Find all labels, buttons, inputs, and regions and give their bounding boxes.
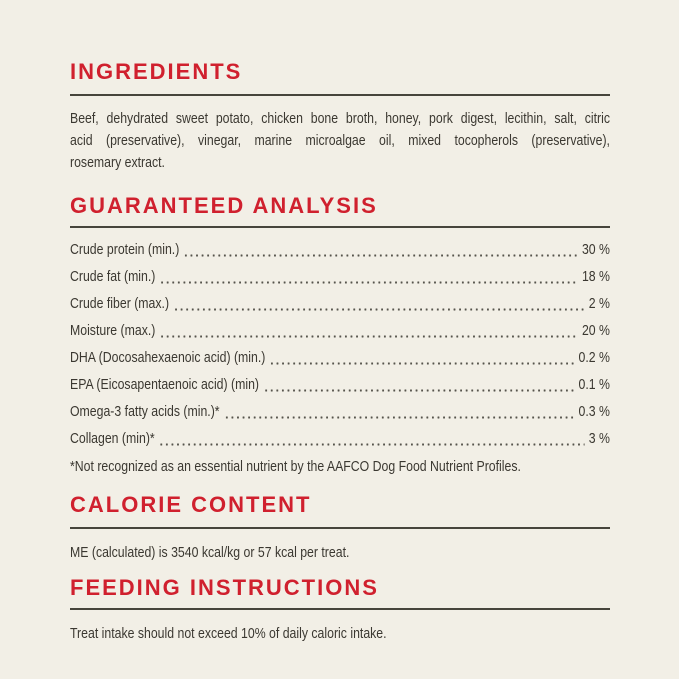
dot-leader bbox=[269, 362, 574, 365]
feeding-instructions-text: Treat intake should not exceed 10% of daily caloric intake. bbox=[70, 625, 387, 642]
ingredients-line: Beef, dehydrated sweet potato, chicken bone broth, honey, pork digest, lecithin, salt, citric bbox=[70, 110, 610, 127]
row-value: 30 % bbox=[581, 241, 610, 258]
row-label: Crude protein (min.) bbox=[70, 241, 180, 258]
label-content bbox=[70, 0, 610, 645]
ingredients-divider bbox=[70, 94, 610, 96]
row-label: Crude fiber (max.) bbox=[70, 295, 170, 312]
table-row bbox=[70, 344, 610, 371]
row-label: Moisture (max.) bbox=[70, 322, 156, 339]
row-label: DHA (Docosahexaenoic acid) (min.) bbox=[70, 349, 266, 366]
guaranteed-analysis-divider bbox=[70, 226, 610, 228]
row-label: Collagen (min)* bbox=[70, 430, 155, 447]
row-label: Crude fat (min.) bbox=[70, 268, 156, 285]
ingredients-title: INGREDIENTS bbox=[70, 59, 243, 84]
guaranteed-analysis-title: GUARANTEED ANALYSIS bbox=[70, 193, 378, 218]
row-value: 2 % bbox=[588, 295, 610, 312]
dot-leader bbox=[159, 443, 585, 446]
row-value: 0.1 % bbox=[578, 376, 610, 393]
table-row bbox=[70, 398, 610, 425]
dot-leader bbox=[224, 416, 575, 419]
row-value: 18 % bbox=[581, 268, 610, 285]
row-value: 3 % bbox=[588, 430, 610, 447]
ingredients-paragraph bbox=[70, 108, 610, 174]
table-row bbox=[70, 236, 610, 263]
table-row bbox=[70, 317, 610, 344]
row-value: 0.2 % bbox=[578, 349, 610, 366]
table-row bbox=[70, 425, 610, 452]
dot-leader bbox=[173, 308, 585, 311]
calorie-content-title: CALORIE CONTENT bbox=[70, 492, 312, 517]
ingredients-line: rosemary extract. bbox=[70, 154, 165, 171]
row-label: Omega-3 fatty acids (min.)* bbox=[70, 403, 220, 420]
row-value: 20 % bbox=[581, 322, 610, 339]
ingredients-line: acid (preservative), vinegar, marine microalgae oil, mixed tocopherols (preservative), bbox=[70, 132, 610, 149]
calorie-content-divider bbox=[70, 527, 610, 529]
feeding-instructions-title: FEEDING INSTRUCTIONS bbox=[70, 575, 379, 600]
guaranteed-analysis-table bbox=[70, 236, 610, 452]
calorie-content-text: ME (calculated) is 3540 kcal/kg or 57 kcal per treat. bbox=[70, 544, 350, 561]
dot-leader bbox=[159, 335, 577, 338]
dot-leader bbox=[263, 389, 574, 392]
table-row bbox=[70, 371, 610, 398]
row-value: 0.3 % bbox=[578, 403, 610, 420]
aafco-footnote: *Not recognized as an essential nutrient by the AAFCO Dog Food Nutrient Profiles. bbox=[70, 458, 521, 475]
row-label: EPA (Eicosapentaenoic acid) (min) bbox=[70, 376, 260, 393]
feeding-instructions-divider bbox=[70, 608, 610, 610]
table-row bbox=[70, 263, 610, 290]
table-row bbox=[70, 290, 610, 317]
dot-leader bbox=[183, 254, 577, 257]
dot-leader bbox=[159, 281, 577, 284]
